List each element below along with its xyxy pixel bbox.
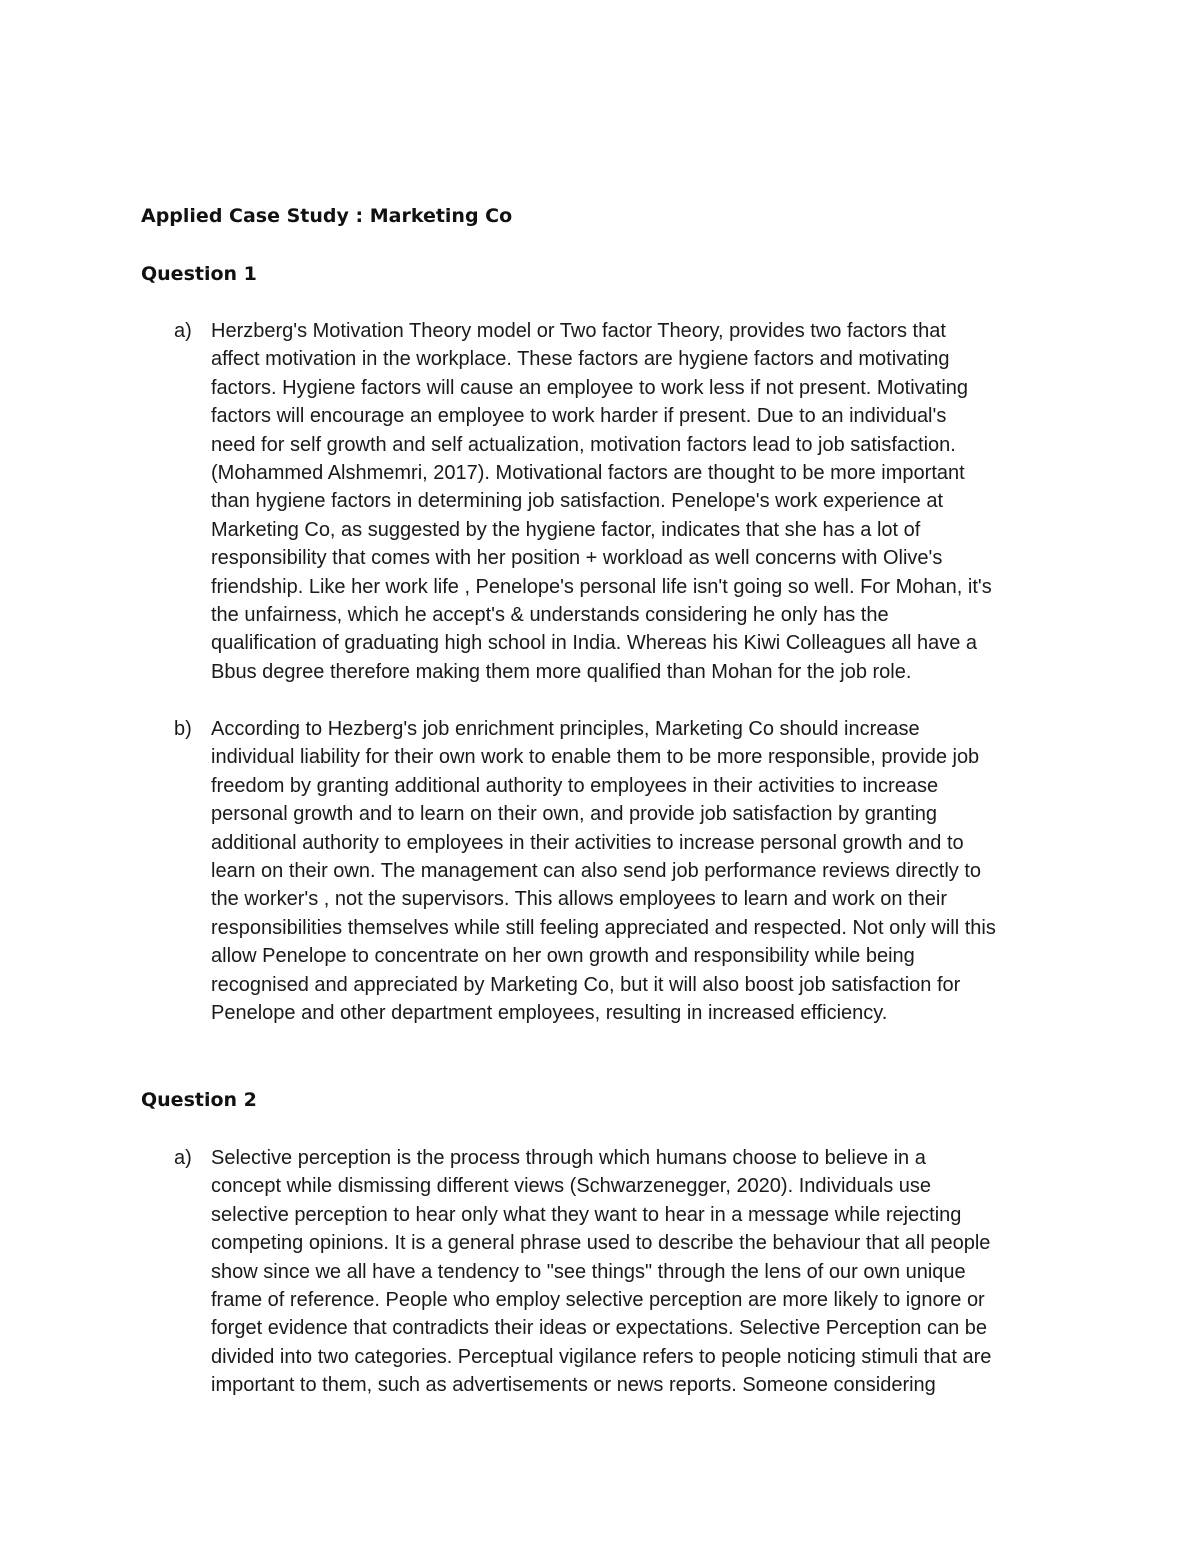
answer-paragraph — [211, 317, 1063, 686]
text-line: additional authority to employees in their activities to increase personal growth and to — [211, 831, 964, 854]
text-line: Herzberg's Motivation Theory model or Two factor Theory, provides two factors that — [211, 320, 946, 342]
text-line: selective perception to hear only what they want to hear in a message while rejecting — [211, 1203, 962, 1226]
text-line: responsibilities themselves while still feeling appreciated and respected. Not only will this — [211, 916, 996, 939]
text-line: frame of reference. People who employ selective perception are more likely to ignore or — [211, 1289, 985, 1312]
text-line: According to Hezberg's job enrichment principles, Marketing Co should increase — [211, 718, 920, 740]
text-line: responsibility that comes with her position + workload as well concerns with Olive's — [211, 547, 943, 570]
text-line: divided into two categories. Perceptual vigilance refers to people noticing stimuli that are — [211, 1345, 992, 1368]
text-line: forget evidence that contradicts their ideas or expectations. Selective Perception can be — [211, 1317, 988, 1340]
text-line: important to them, such as advertisements or news reports. Someone considering — [211, 1374, 936, 1397]
text-line: Bbus degree therefore making them more qualified than Mohan for the job role. — [211, 660, 912, 683]
text-line: the worker's , not the supervisors. This allows employees to learn and work on their — [211, 888, 948, 911]
text-line: affect motivation in the workplace. These factors are hygiene factors and motivating — [211, 348, 950, 371]
text-line: (Mohammed Alshmemri, 2017). Motivational factors are thought to be more important — [211, 462, 965, 485]
list-marker: b) — [174, 718, 192, 740]
answer-paragraph — [211, 1144, 1063, 1400]
answer-paragraph — [211, 715, 1063, 1027]
text-line: freedom by granting additional authority to employees in their activities to increase — [211, 774, 939, 797]
list-marker: a) — [174, 320, 192, 342]
text-line: need for self growth and self actualization, motivation factors lead to job satisfaction. — [211, 433, 956, 456]
list-marker: a) — [174, 1147, 192, 1169]
text-line: Selective perception is the process through which humans choose to believe in a — [211, 1147, 926, 1169]
text-line: individual liability for their own work to enable them to be more responsible, provide job — [211, 746, 980, 769]
text-line: competing opinions. It is a general phrase used to describe the behaviour that all people — [211, 1232, 991, 1255]
text-line: friendship. Like her work life , Penelope's personal life isn't going so well. For Mohan, it's — [211, 575, 992, 598]
question-1-heading: Question 1 — [141, 263, 257, 285]
text-line: qualification of graduating high school in India. Whereas his Kiwi Colleagues all have a — [211, 632, 978, 655]
text-line: show since we all have a tendency to "see things" through the lens of our own unique — [211, 1260, 966, 1283]
text-line: recognised and appreciated by Marketing Co, but it will also boost job satisfaction for — [211, 973, 961, 996]
text-line: learn on their own. The management can also send job performance reviews directly to — [211, 860, 982, 883]
text-line: the unfairness, which he accept's & understands considering he only has the — [211, 604, 889, 627]
question-2-heading: Question 2 — [141, 1089, 257, 1111]
text-line: factors. Hygiene factors will cause an employee to work less if not present. Motivating — [211, 376, 969, 399]
document-title: Applied Case Study : Marketing Co — [141, 205, 513, 227]
text-line: Marketing Co, as suggested by the hygiene factor, indicates that she has a lot of — [211, 518, 921, 541]
text-line: concept while dismissing different views (Schwarzenegger, 2020). Individuals use — [211, 1175, 932, 1198]
text-line: than hygiene factors in determining job satisfaction. Penelope's work experience at — [211, 490, 944, 513]
text-line: allow Penelope to concentrate on her own growth and responsibility while being — [211, 945, 915, 968]
text-line: Penelope and other department employees, resulting in increased efficiency. — [211, 1002, 888, 1025]
text-line: personal growth and to learn on their own, and provide job satisfaction by granting — [211, 803, 938, 826]
text-line: factors will encourage an employee to work harder if present. Due to an individual's — [211, 405, 947, 428]
